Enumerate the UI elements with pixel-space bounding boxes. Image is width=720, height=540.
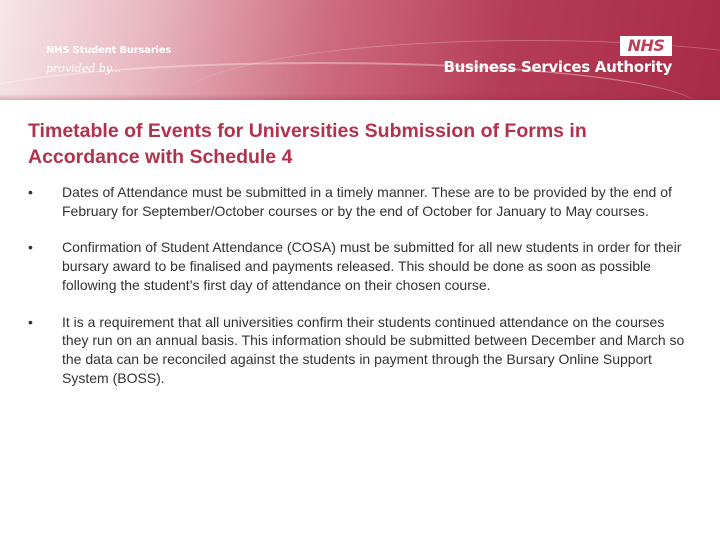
list-item <box>28 183 688 220</box>
bullet-marker: • <box>28 184 33 200</box>
list-item <box>28 238 688 294</box>
org-tagline: provided by... <box>46 62 122 75</box>
list-item-text: It is a requirement that all universities confirm their students continued attendance on the courses they run on an annual basis. This information should be submitted between December and March so the data can be reconciled against the students in payment through the Bursary Online Support System (BOSS). <box>62 313 685 386</box>
bullet-marker: • <box>28 239 33 256</box>
list-item <box>28 313 688 388</box>
banner-shade <box>0 94 720 100</box>
bullet-list <box>28 183 688 405</box>
org-name: NHS Student Bursaries <box>46 45 172 56</box>
list-item-text: Dates of Attendance must be submitted in a timely manner. These are to be provided by the end of February for September/October courses or by the end of October for January to May courses. <box>62 184 672 219</box>
nhs-logo: NHS <box>620 36 672 56</box>
header-banner <box>0 0 720 100</box>
list-item-text: Confirmation of Student Attendance (COSA) must be submitted for all new students in order for their bursary award to be finalised and payments released. This should be done as soon as possible following the student’s first day of attendance on their chosen course. <box>62 239 682 293</box>
authority-name: Business Services Authority <box>443 58 672 76</box>
page-title: Timetable of Events for Universities Submission of Forms in Accordance with Schedule 4 <box>28 120 587 168</box>
bullet-marker: • <box>28 313 33 330</box>
